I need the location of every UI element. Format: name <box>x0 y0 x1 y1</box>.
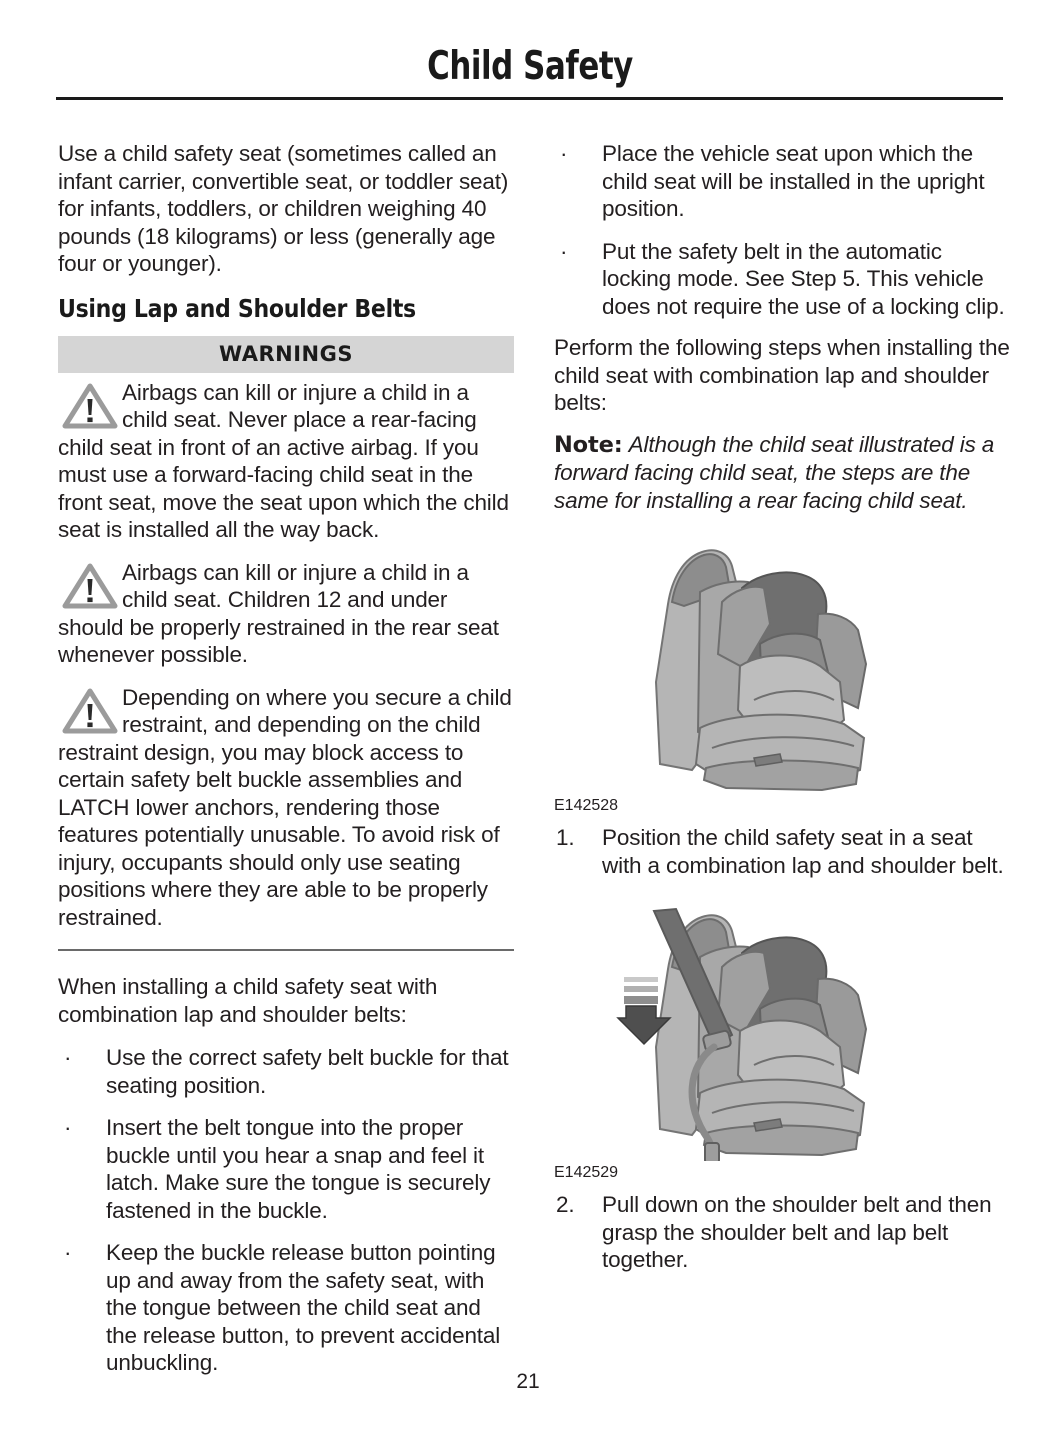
steps-list-2 <box>554 1191 1010 1274</box>
warning-item <box>58 684 514 932</box>
child-safety-seat-illustration <box>572 532 992 794</box>
header-divider <box>56 97 1003 100</box>
step-text: Position the child safety seat in a seat with a combination lap and shoulder belt. <box>602 825 1004 878</box>
list-item-text: Keep the buckle release button pointing up and away from the safety seat, with the tongue between the child seat and the release button, to prevent accidental unbuckling. <box>106 1240 501 1375</box>
list-item-text: Put the safety belt in the automatic locking mode. See Step 5. This vehicle does not require the use of a locking clip. <box>602 238 1005 319</box>
section-heading: Using Lap and Shoulder Belts <box>58 293 416 323</box>
bullet-marker: · <box>560 238 568 264</box>
list-item <box>554 140 1010 223</box>
list-item-text: Use the correct safety belt buckle for that seating position. <box>106 1045 509 1098</box>
warning-triangle-icon <box>62 562 118 610</box>
figure-1 <box>554 532 1010 816</box>
note-text: Although the child seat illustrated is a forward facing child seat, the steps are the same for installing a rear facing child seat. <box>554 431 995 513</box>
list-item <box>58 1044 514 1099</box>
warning-text: Depending on where you secure a child restraint, and depending on the child restraint design, you may block access to certain safety belt buckle assemblies and LATCH lower anchors, rendering those features potentially unusable. To avoid risk of injury, occupants should only use seating positions where they are able to be properly restrained. <box>58 684 512 930</box>
list-item <box>58 1239 514 1377</box>
warnings-divider <box>58 949 514 951</box>
steps-list-1 <box>554 824 1010 879</box>
warning-item <box>58 379 514 544</box>
list-item-text: Place the vehicle seat upon which the child seat will be installed in the upright position. <box>602 141 985 221</box>
figure-2-label: E142529 <box>554 1164 619 1181</box>
step-text: Pull down on the shoulder belt and then grasp the shoulder belt and lap belt together. <box>602 1192 992 1272</box>
list-item <box>58 1114 514 1224</box>
child-safety-seat-with-belt-illustration <box>572 893 992 1161</box>
list-item <box>554 238 1010 321</box>
warning-item <box>58 559 514 669</box>
step-number: 2. <box>556 1192 575 1217</box>
warning-text: Airbags can kill or injure a child in a child seat. Never place a rear-facing child seat in front of an active airbag. If you must use a forward-facing child seat in the front seat, move the seat upon which the child seat is installed all the way back. <box>58 379 509 542</box>
note-block <box>554 431 1010 515</box>
figure-2 <box>554 893 1010 1183</box>
warning-text: Airbags can kill or injure a child in a child seat. Children 12 and under should be properly restrained in the rear seat whenever possible. <box>58 559 499 667</box>
bullet-marker: · <box>560 141 568 166</box>
page-title: Child Safety <box>427 44 633 89</box>
figure-1-label: E142528 <box>554 797 619 814</box>
step-number: 1. <box>556 825 575 850</box>
warning-triangle-icon <box>62 382 118 430</box>
list-item-text: Insert the belt tongue into the proper buckle until you hear a snap and feel it latch. Make sure the tongue is securely fastened in the buckle. <box>106 1115 491 1223</box>
right-column <box>554 140 1010 1288</box>
install-intro-paragraph: When installing a child safety seat with combination lap and shoulder belts: <box>58 974 438 1027</box>
bullet-marker: · <box>64 1240 72 1265</box>
warnings-banner: WARNINGS <box>58 336 514 373</box>
intro-paragraph: Use a child safety seat (sometimes called an infant carrier, convertible seat, or toddler seat) for infants, toddlers, or children weighing 40 pounds (18 kilograms) or less (generally age four or younger). <box>58 141 509 276</box>
preparation-bullet-list <box>554 140 1010 320</box>
note-label: Note: <box>554 431 623 458</box>
bullet-marker: · <box>64 1045 72 1070</box>
install-bullet-list <box>58 1044 514 1377</box>
left-column <box>58 140 514 1391</box>
list-item <box>554 1191 1010 1274</box>
list-item <box>554 824 1010 879</box>
steps-intro-paragraph: Perform the following steps when installing the child seat with combination lap and shoulder belts: <box>554 335 1010 415</box>
bullet-marker: · <box>64 1115 72 1140</box>
page-header <box>56 44 1004 90</box>
warning-triangle-icon <box>62 687 118 735</box>
page-number: 21 <box>516 1370 540 1393</box>
